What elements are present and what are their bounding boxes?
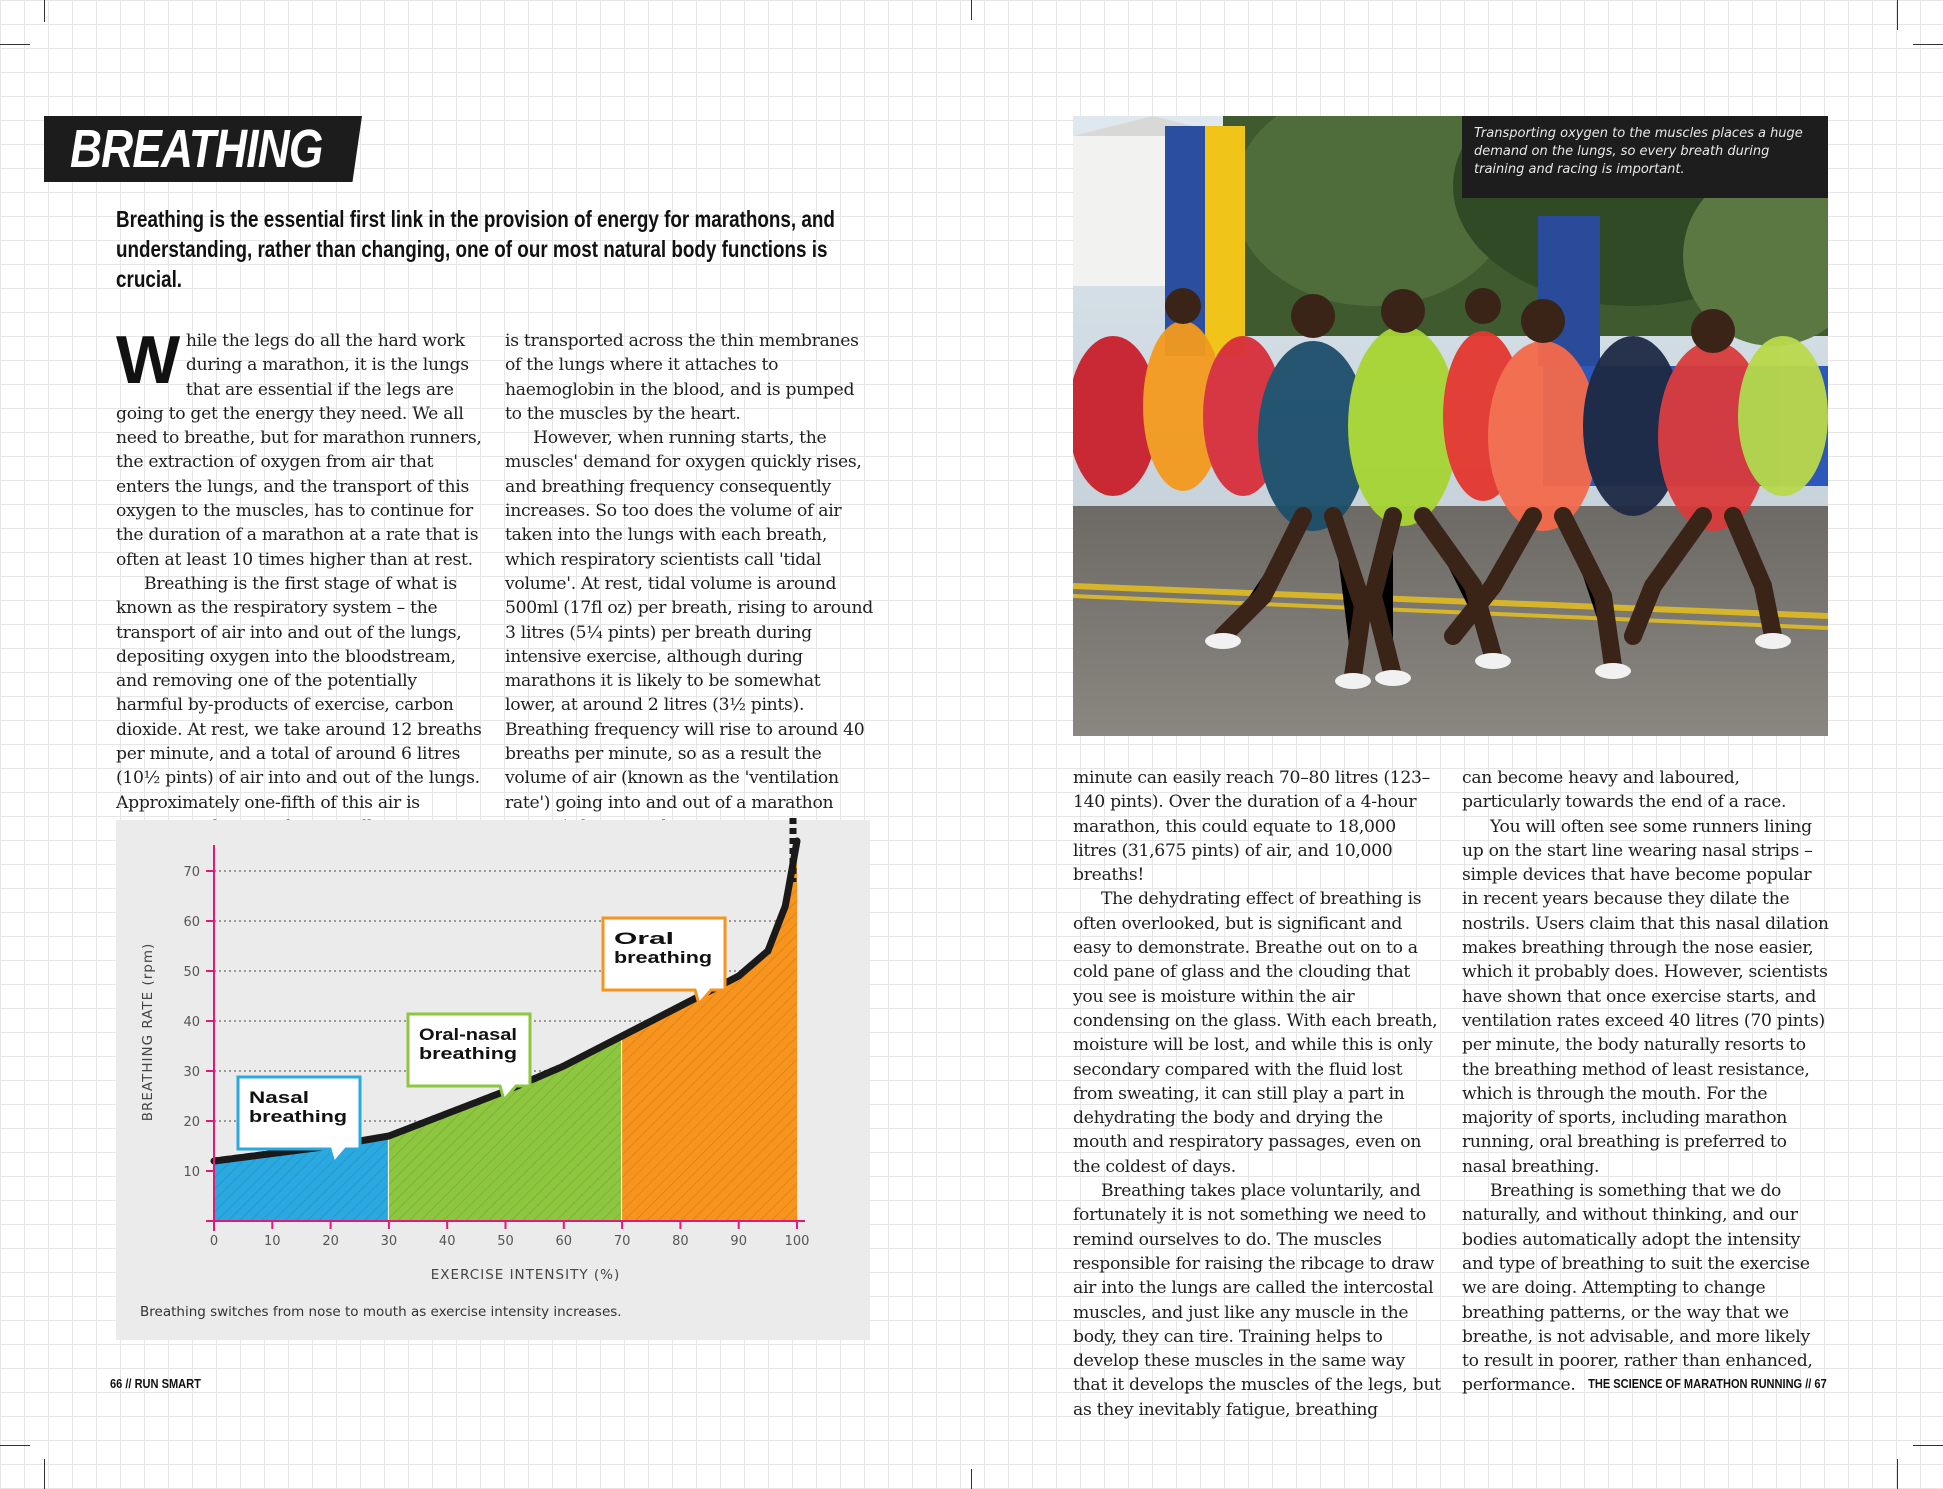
x-tick-label: 10 xyxy=(264,1234,281,1249)
y-tick-label: 50 xyxy=(183,965,200,980)
paragraph: The dehydrating effect of breathing is often overlooked, but is significant and easy to demonstrate. Breathe out on to a cold pane of glass and the clouding that you see is moisture within the air condensing on the glass. With each breath, moisture will be lost, and while this is only secondary compared with the fluid lost from sweating, it can still play a part in dehydrating the body and drying the mouth and respiratory passages, even on the coldest of days. xyxy=(1073,889,1438,1177)
y-tick-label: 20 xyxy=(183,1115,200,1130)
y-tick-label: 30 xyxy=(183,1065,200,1080)
callout-label: Oral-nasal xyxy=(419,1025,517,1044)
x-tick-label: 0 xyxy=(209,1234,219,1249)
y-tick-label: 10 xyxy=(183,1165,200,1180)
paragraph: is transported across the thin membranes of the lungs where it attaches to haemoglobin in the blood, and is pumped to the muscles by the heart. xyxy=(505,331,859,424)
drop-cap: W xyxy=(116,322,180,398)
x-tick-label: 20 xyxy=(322,1234,339,1249)
paragraph: You will often see some runners lining up on the start line wearing nasal strips – simple devices that have become popular in recent years because they dilate the nostrils. Users claim that this nasal dilation makes breathing through the nose easier, which it probably does. However, scientists have shown that once exercise starts, and ventilation rates exceed 40 litres (70 pints) per minute, the body naturally resorts to the breathing method of least resistance, which is through the mouth. For the majority of sports, including marathon running, oral breathing is preferred to nasal breathing. xyxy=(1462,816,1829,1177)
body-column-4 xyxy=(1462,766,1830,1398)
chart-caption: Breathing switches from nose to mouth as exercise intensity increases. xyxy=(140,1304,622,1320)
body-column-3 xyxy=(1073,766,1441,1422)
paragraph: can become heavy and laboured, particularly towards the end of a race. xyxy=(1462,768,1787,813)
paragraph: While the legs do all the hard work during a marathon, it is the lungs that are essential if the legs are going to get the energy they need. We all need to breathe, but for marathon runners, the extraction of oxygen from air that enters the lungs, and the transport of this oxygen to the muscles, has to continue for the duration of a marathon at a rate that is often at least 10 times higher than at rest. xyxy=(116,322,482,570)
photo-caption: Transporting oxygen to the muscles places a huge demand on the lungs, so every breath during training and racing is important. xyxy=(1462,116,1828,198)
folio-left: 66 // RUN SMART xyxy=(110,1376,201,1391)
marathon-photo xyxy=(1073,116,1828,736)
x-tick-label: 50 xyxy=(497,1234,514,1249)
x-tick-label: 80 xyxy=(672,1234,689,1249)
x-tick-label: 100 xyxy=(784,1234,810,1249)
paragraph: Breathing is the first stage of what is known as the respiratory system – the transport of air into and out of the lungs, depositing oxygen into the bloodstream, and removing one of the potentially harmful by-products of exercise, carbon dioxide. At rest, we take around 12 breaths per minute, and a total of around 6 litres (10½ pints) of air into and out of the lungs. Approximately one-fifth of this air is xyxy=(116,573,482,813)
x-tick-label: 40 xyxy=(438,1234,456,1249)
paragraph: Breathing takes place voluntarily, and fortunately it is not something we need to remind ourselves to do. The muscles responsible for raising the ribcage to draw air into the lungs are called the intercostal muscles, and just like any muscle in the body, they can tire. Training helps to develop these muscles in the same way that it develops the muscles of the legs, but as they inevitably fatigue, breathing xyxy=(1073,1181,1441,1420)
marathon-runners-image xyxy=(1073,116,1828,736)
paragraph: However, when running starts, the muscles' demand for oxygen quickly rises, and breathing frequency consequently increases. So too does the volume of air taken into the lungs with each breath, which respiratory scientists call 'tidal volume'. At rest, tidal volume is around 500ml (17fl oz) per breath, rising to around 3 litres (5¼ pints) per breath during intensive exercise, although during marathons it is likely to be somewhat lower, at around 2 litres (3½ pints). Breathing frequency will rise to around 40 breaths per minute, so as a result the volume of air (known as the 'ventilation rate') going into and out of a marathon xyxy=(505,428,873,813)
callout-label: Nasal xyxy=(249,1088,309,1107)
callout-label: breathing xyxy=(249,1107,347,1126)
x-tick-label: 30 xyxy=(380,1234,398,1249)
y-tick-label: 70 xyxy=(183,865,200,880)
callout-label: Oral xyxy=(614,929,674,948)
page-title: BREATHING xyxy=(70,119,323,179)
standfirst: Breathing is the essential first link in the provision of energy for marathons, and understanding, rather than changing, one of our most natural body functions is crucial. xyxy=(116,206,835,292)
y-axis-label: BREATHING RATE (rpm) xyxy=(140,942,156,1122)
x-tick-label: 60 xyxy=(555,1234,573,1249)
x-tick-label: 90 xyxy=(730,1234,747,1249)
y-tick-label: 60 xyxy=(183,915,200,930)
callout-label: breathing xyxy=(614,948,712,967)
callout-label: breathing xyxy=(419,1044,517,1063)
region-hatch xyxy=(622,841,797,1221)
paragraph: Breathing is something that we do naturally, and without thinking, and our bodies automatically adopt the intensity and type of breathing to suit the exercise we are doing. Attempting to change breathing patterns, or the way that we breathe, is not advisable, and more likely to result in poorer, rather than enhanced, performance. xyxy=(1462,1181,1813,1396)
x-tick-label: 70 xyxy=(613,1234,631,1249)
y-tick-label: 40 xyxy=(183,1015,200,1030)
folio-right: THE SCIENCE OF MARATHON RUNNING // 67 xyxy=(1588,1376,1827,1391)
x-axis-label: EXERCISE INTENSITY (%) xyxy=(430,1267,621,1283)
paragraph: minute can easily reach 70–80 litres (123–140 pints). Over the duration of a 4-hour marathon, this could equate to 18,000 litres (31,675 pints) of air, and 10,000 breaths! xyxy=(1073,768,1430,886)
